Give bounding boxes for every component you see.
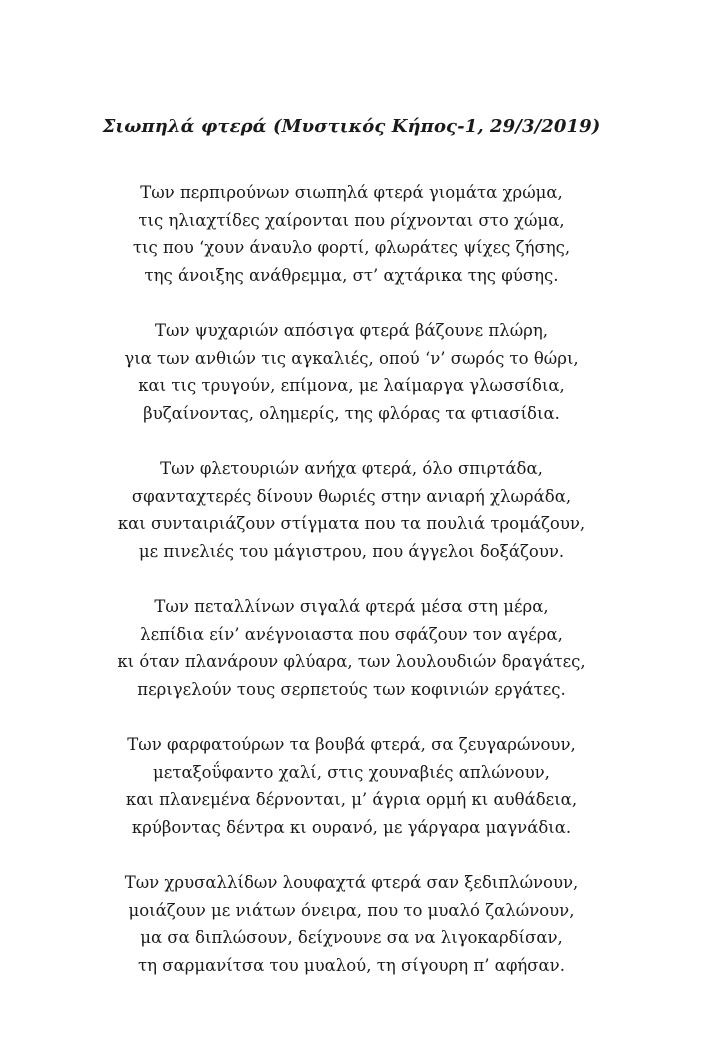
poem-line: για των ανθιών τις αγκαλιές, οπού ‘ν’ σωρός το θώρι, [124, 348, 579, 368]
poem-line: τις που ‘χουν άναυλο φορτί, φλωράτες ψίχες ζήσης, [132, 238, 571, 257]
stanza [0, 731, 703, 841]
poem-line: και συνταιριάζουν στίγματα που τα πουλιά τρομάζουν, [117, 514, 586, 533]
poem-line: λεπίδια είν’ ανέγνοιαστα που σφάζουν τον αγέρα, [140, 624, 563, 644]
poem-line: της άνοιξης ανάθρεμμα, στ’ αχτάρικα της φύσης. [144, 265, 559, 285]
poem-line: μα σα διπλώσουν, δείχνουνε σα να λιγοκαρδίσαν, [140, 928, 563, 947]
stanza [0, 455, 703, 565]
poem-title: Σιωπηλά φτερά (Μυστικός Κήπος-1, 29/3/2019) [102, 116, 601, 137]
poem-line: και τις τρυγούν, επίμονα, με λαίμαργα γλωσσίδια, [138, 376, 565, 395]
poem-line: βυζαίνοντας, ολημερίς, της φλόρας τα φτιασίδια. [143, 403, 560, 423]
poem-line: κρύβοντας δέντρα κι ουρανό, με γάργαρα μαγνάδια. [131, 817, 572, 837]
poem-line: Των περπιρούνων σιωπηλά φτερά γιομάτα χρώμα, [140, 183, 563, 202]
poem-line: τη σαρμανίτσα του μυαλού, τη σίγουρη π’ αφήσαν. [138, 955, 565, 975]
stanza [0, 593, 703, 703]
poem-body [0, 179, 703, 1007]
stanza [0, 869, 703, 979]
poem-line: περιγελούν τους σερπετούς των κοφινιών εργάτες. [137, 679, 566, 699]
poem-line: τις ηλιαχτίδες χαίρονται που ρίχνονται στο χώμα, [138, 210, 565, 230]
poem-line: μοιάζουν με νιάτων όνειρα, που το μυαλό ζαλώνουν, [128, 900, 575, 920]
stanza [0, 317, 703, 427]
poem-line: Των ψυχαριών απόσιγα φτερά βάζουνε πλώρη, [155, 321, 548, 340]
poem-line: κι όταν πλανάρουν φλύαρα, των λουλουδιών δραγάτες, [117, 652, 586, 671]
poem-line: μεταξοΰφαντο χαλί, στις χουναβιές απλώνουν, [153, 762, 550, 782]
poem-line: Των χρυσαλλίδων λουφαχτά φτερά σαν ξεδιπλώνουν, [124, 873, 579, 892]
poem-line: και πλανεμένα δέρνονται, μ’ άγρια ορμή κι αυθάδεια, [125, 790, 578, 809]
stanza [0, 179, 703, 289]
poem-line: με πινελιές του μάγιστρου, που άγγελοι δοξάζουν. [138, 541, 565, 561]
poem-line: Των πεταλλίνων σιγαλά φτερά μέσα στη μέρα, [154, 597, 549, 616]
poem-line: Των φαρφατούρων τα βουβά φτερά, σα ζευγαρώνουν, [127, 735, 576, 754]
poem-line: Των φλετουριών ανήχα φτερά, όλο σπιρτάδα, [160, 459, 543, 478]
poem-line: σφανταχτερές δίνουν θωριές στην ανιαρή χλωράδα, [131, 486, 572, 506]
